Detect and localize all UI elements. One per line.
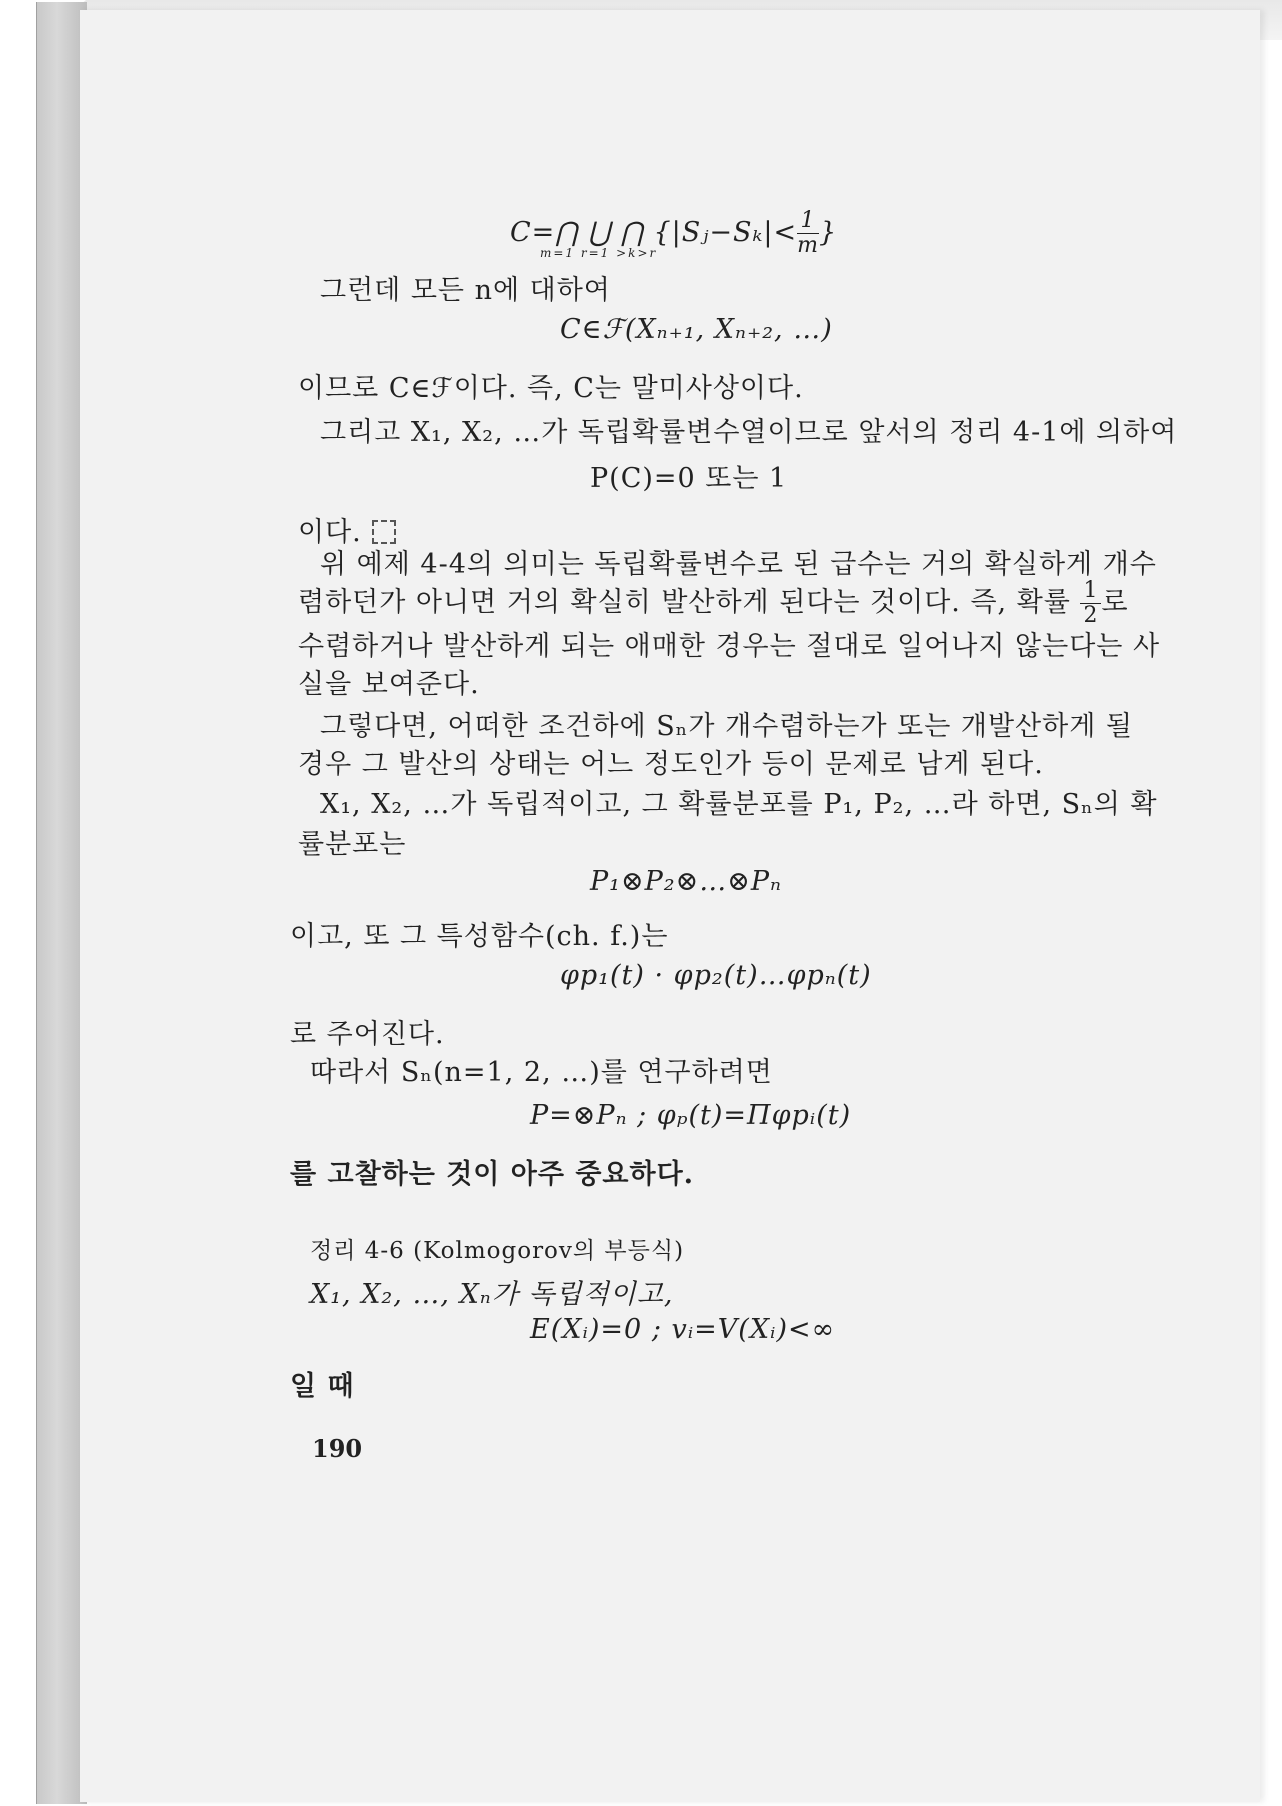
equation-line: C∈ℱ(Xₙ₊₁, Xₙ₊₂, …): [560, 314, 833, 345]
page-number: 190: [312, 1434, 363, 1463]
fraction-one-half: $\frac{1}{2}$: [1080, 580, 1101, 627]
paragraph-line: 로 주어진다.: [290, 1019, 445, 1050]
book-page: [80, 10, 1260, 1802]
paragraph-line: 그런데 모든 n에 대하여: [320, 275, 611, 306]
paragraph-line: 이므로 C∈ℱ이다. 즉, C는 말미사상이다.: [298, 373, 804, 404]
equation-line: P₁⊗P₂⊗…⊗Pₙ: [590, 866, 782, 897]
equation-line: P=⊗Pₙ ; φₚ(t)=Πφpᵢ(t): [530, 1100, 852, 1131]
paragraph-line: X₁, X₂, …가 독립적이고, 그 확률분포를 P₁, P₂, …라 하면, Sₙ의 확: [320, 789, 1158, 820]
equation-line: P(C)=0 또는 1: [590, 463, 788, 494]
paragraph-line: 그리고 X₁, X₂, …가 독립확률변수열이므로 앞서의 정리 4-1에 의하여: [320, 417, 1178, 448]
paragraph-line: 따라서 Sₙ(n=1, 2, …)를 연구하려면: [310, 1057, 773, 1088]
paragraph-line: 위 예제 4-4의 의미는 독립확률변수로 된 급수는 거의 확실하게 개수: [320, 549, 1157, 580]
paragraph-line: 경우 그 발산의 상태는 어느 정도인가 등이 문제로 남게 된다.: [298, 749, 1044, 780]
paragraph-line: 수렴하거나 발산하게 되는 애매한 경우는 절대로 일어나지 않는다는 사: [298, 631, 1161, 662]
equation-line: φp₁(t) · φp₂(t)…φpₙ(t): [560, 960, 872, 991]
fraction-1-over-m: $\frac{1}{m}$: [797, 208, 819, 258]
qed-box-icon: [372, 520, 396, 544]
equation-c-definition: C=⋂ ⋃ ⋂ {|Sⱼ−Sₖ|< $\frac{1}{m}$ } m=1 r=1 >k>r: [510, 208, 838, 260]
paragraph-line: 를 고찰하는 것이 아주 중요하다.: [290, 1159, 695, 1190]
paragraph-line: 렴하던가 아니면 거의 확실히 발산하게 된다는 것이다. 즉, 확률 $\frac{1}{2}$ 로: [298, 578, 1129, 628]
equation-line: E(Xᵢ)=0 ; vᵢ=V(Xᵢ)<∞: [530, 1314, 836, 1345]
paragraph-line: 이다.: [298, 510, 396, 549]
paragraph-line: 이고, 또 그 특성함수(ch. f.)는: [290, 921, 669, 952]
paragraph-line: 그렇다면, 어떠한 조건하에 Sₙ가 개수렴하는가 또는 개발산하게 될: [320, 711, 1133, 742]
theorem-heading: 정리 4-6 (Kolmogorov의 부등식): [310, 1238, 685, 1264]
paragraph-line: 률분포는: [298, 829, 407, 860]
paragraph-line: 일 때: [290, 1371, 355, 1402]
theorem-line: X₁, X₂, …, Xₙ가 독립적이고,: [310, 1279, 674, 1310]
equation-index-labels: m=1 r=1 >k>r: [540, 246, 658, 260]
paragraph-line: 실을 보여준다.: [298, 669, 480, 700]
